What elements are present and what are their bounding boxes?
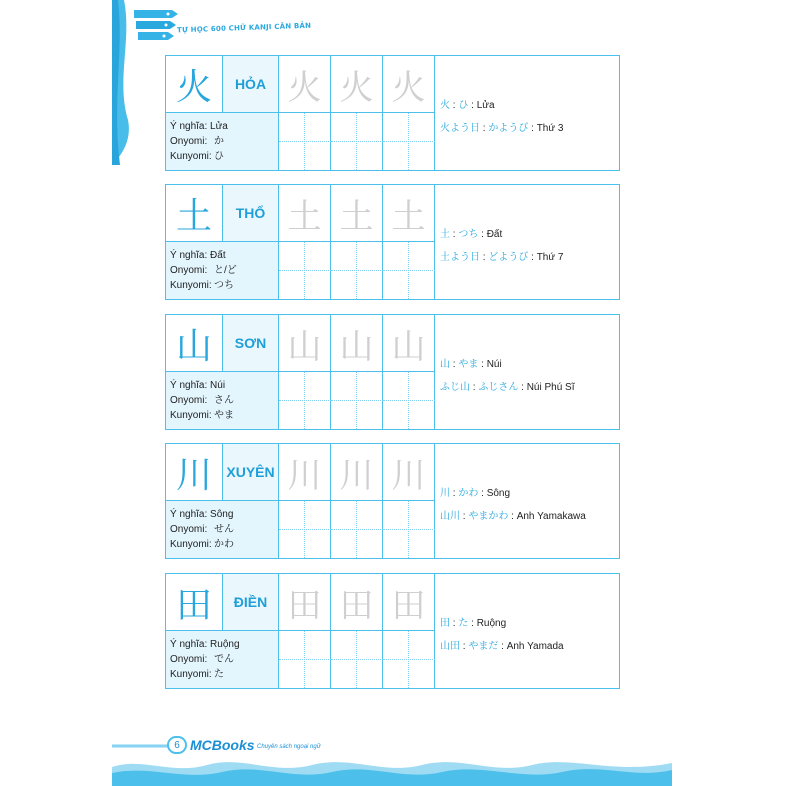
practice-box[interactable] (331, 372, 383, 429)
vocab-meaning: Anh Yamada (506, 641, 564, 652)
trace-guide-kanji: 山 (383, 315, 435, 372)
vocab-kana: ひ (458, 100, 469, 111)
practice-box[interactable] (383, 501, 435, 558)
kunyomi-value: ひ (214, 151, 224, 162)
vocab-kana: つち (458, 229, 479, 240)
onyomi-value: と/ど (214, 265, 237, 276)
vocabulary-examples (436, 315, 619, 429)
vocabulary-row: 田 : た : Ruộng (440, 618, 507, 629)
brand-logo: MCBooks (190, 737, 255, 753)
onyomi-label: Onyomi: (170, 136, 208, 147)
trace-guide-kanji: 田 (383, 574, 435, 631)
vocab-word: 火 (440, 100, 450, 111)
vocab-kana: かわ (458, 488, 479, 499)
meaning-value: Đất (210, 250, 226, 261)
kanji-character: 川 (166, 444, 223, 501)
vocab-meaning: Núi (486, 359, 502, 370)
trace-guide-kanji: 川 (279, 444, 331, 501)
trace-guide-kanji: 山 (279, 315, 331, 372)
practice-box[interactable] (331, 242, 383, 299)
onyomi-value: さん (214, 395, 234, 406)
practice-box[interactable] (279, 242, 331, 299)
sino-vietnamese-reading: ĐIỀN (223, 574, 279, 631)
vocabulary-row: 山田 : やまだ : Anh Yamada (440, 641, 564, 652)
footer-ribbon (112, 742, 172, 750)
kunyomi-value: つち (214, 280, 234, 291)
vocabulary-row: ふじ山 : ふじさん : Núi Phú Sĩ (440, 382, 575, 393)
kunyomi-label: Kunyomi: (170, 539, 212, 550)
bottom-waves-decoration (112, 755, 672, 786)
vocab-meaning: Đất (486, 229, 503, 240)
trace-guide-kanji: 山 (331, 315, 383, 372)
kanji-card (165, 443, 620, 559)
kanji-character: 田 (166, 574, 223, 631)
kunyomi-value: やま (214, 410, 234, 421)
kanji-card (165, 314, 620, 430)
trace-guide-kanji: 田 (331, 574, 383, 631)
vocab-meaning: Thứ 3 (536, 123, 564, 134)
vocab-meaning: Sông (486, 488, 511, 499)
vocab-word: 田 (440, 618, 450, 629)
meaning-label: Ý nghĩa: (170, 380, 208, 391)
vocabulary-examples (436, 444, 619, 558)
vocabulary-row: 山川 : やまかわ : Anh Yamakawa (440, 511, 586, 522)
meaning-value: Sông (210, 509, 234, 520)
practice-box[interactable] (279, 501, 331, 558)
practice-box[interactable] (331, 501, 383, 558)
practice-box[interactable] (279, 631, 331, 688)
vocab-word: ふじ山 (440, 382, 470, 393)
practice-box[interactable] (331, 113, 383, 170)
meaning-label: Ý nghĩa: (170, 639, 208, 650)
sino-vietnamese-reading: THỔ (223, 185, 279, 242)
vocabulary-row: 山 : やま : Núi (440, 359, 502, 370)
kanji-info-panel (166, 242, 279, 299)
kanji-info-panel (166, 372, 279, 429)
vocab-kana: やまかわ (468, 511, 509, 522)
onyomi-label: Onyomi: (170, 524, 208, 535)
vocab-kana: かようび (488, 123, 529, 134)
vocab-word: 川 (440, 488, 450, 499)
trace-guide-kanji: 土 (383, 185, 435, 242)
page-number: 6 (167, 736, 187, 754)
kunyomi-value: かわ (214, 539, 234, 550)
meaning-label: Ý nghĩa: (170, 121, 208, 132)
kunyomi-label: Kunyomi: (170, 669, 212, 680)
vocabulary-row: 火よう日 : かようび : Thứ 3 (440, 123, 564, 134)
practice-box[interactable] (383, 372, 435, 429)
vocabulary-row: 火 : ひ : Lửa (440, 100, 495, 111)
sino-vietnamese-reading: HỎA (223, 56, 279, 113)
vocab-kana: どようび (488, 252, 529, 263)
vocab-word: 土よう日 (440, 252, 480, 263)
kanji-character: 土 (166, 185, 223, 242)
vocab-meaning: Ruộng (476, 618, 507, 629)
kanji-character: 山 (166, 315, 223, 372)
vocab-word: 山川 (440, 511, 460, 522)
meaning-value: Lửa (210, 121, 228, 132)
practice-box[interactable] (383, 113, 435, 170)
trace-guide-kanji: 土 (279, 185, 331, 242)
kanji-card (165, 55, 620, 171)
onyomi-value: でん (214, 654, 234, 665)
meaning-label: Ý nghĩa: (170, 250, 208, 261)
vocab-meaning: Núi Phú Sĩ (526, 382, 575, 393)
vocab-kana: ふじさん (478, 382, 519, 393)
vocab-word: 山田 (440, 641, 460, 652)
practice-box[interactable] (279, 372, 331, 429)
onyomi-value: せん (214, 524, 234, 535)
practice-box[interactable] (331, 631, 383, 688)
practice-box[interactable] (383, 631, 435, 688)
meaning-label: Ý nghĩa: (170, 509, 208, 520)
vocabulary-row: 川 : かわ : Sông (440, 488, 511, 499)
sino-vietnamese-reading: XUYÊN (223, 444, 279, 501)
vocab-meaning: Anh Yamakawa (516, 511, 586, 522)
kanji-info-panel (166, 631, 279, 688)
trace-guide-kanji: 田 (279, 574, 331, 631)
trace-guide-kanji: 火 (331, 56, 383, 113)
onyomi-label: Onyomi: (170, 395, 208, 406)
vocabulary-row: 土 : つち : Đất (440, 229, 503, 240)
kanji-character: 火 (166, 56, 223, 113)
sino-vietnamese-reading: SƠN (223, 315, 279, 372)
vocab-kana: やま (458, 359, 479, 370)
trace-guide-kanji: 川 (383, 444, 435, 501)
kanji-card (165, 573, 620, 689)
vocabulary-examples (436, 185, 619, 299)
practice-box[interactable] (279, 113, 331, 170)
meaning-value: Núi (210, 380, 226, 391)
side-wave-decoration (112, 0, 132, 165)
vocab-kana: やまだ (468, 641, 499, 652)
book-title: TỰ HỌC 600 CHỮ KANJI CĂN BẢN (176, 21, 312, 35)
vocab-word: 火よう日 (440, 123, 480, 134)
kanji-card (165, 184, 620, 300)
vocabulary-examples (436, 574, 619, 688)
carp-streamer-icon (132, 6, 180, 46)
kunyomi-label: Kunyomi: (170, 280, 212, 291)
kanji-info-panel (166, 501, 279, 558)
vocab-meaning: Thứ 7 (536, 252, 564, 263)
kanji-info-panel (166, 113, 279, 170)
vocab-kana: た (458, 618, 469, 629)
kunyomi-label: Kunyomi: (170, 151, 212, 162)
practice-box[interactable] (383, 242, 435, 299)
brand-tagline: Chuyên sách ngoại ngữ (257, 744, 321, 750)
vocab-word: 土 (440, 229, 450, 240)
trace-guide-kanji: 火 (383, 56, 435, 113)
meaning-value: Ruộng (210, 639, 240, 650)
trace-guide-kanji: 火 (279, 56, 331, 113)
trace-guide-kanji: 土 (331, 185, 383, 242)
onyomi-label: Onyomi: (170, 265, 208, 276)
trace-guide-kanji: 川 (331, 444, 383, 501)
onyomi-label: Onyomi: (170, 654, 208, 665)
onyomi-value: か (214, 136, 224, 147)
vocab-meaning: Lửa (476, 100, 495, 111)
vocab-word: 山 (440, 359, 450, 370)
kunyomi-value: た (214, 669, 224, 680)
vocabulary-examples (436, 56, 619, 170)
vocabulary-row: 土よう日 : どようび : Thứ 7 (440, 252, 564, 263)
kunyomi-label: Kunyomi: (170, 410, 212, 421)
